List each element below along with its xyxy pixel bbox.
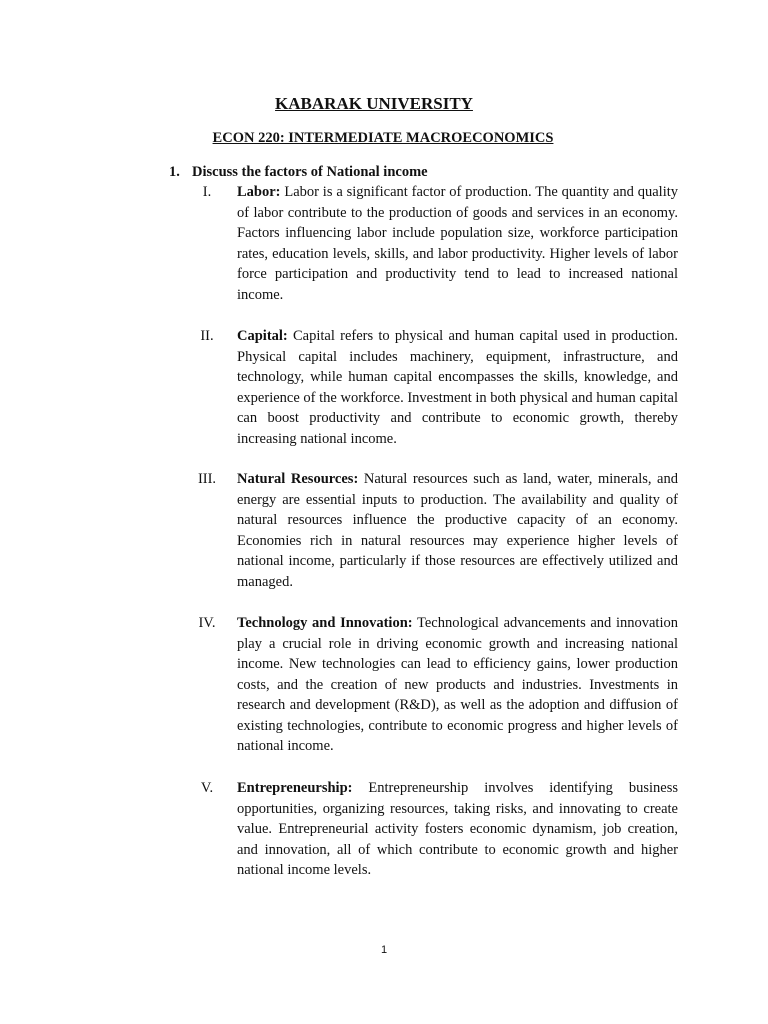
factor-body <box>237 778 678 881</box>
factor-description: Natural resources such as land, water, minerals, and energy are essential inputs to production. The availability and quality of natural resources influence the productive capacity of an economy. Economies rich in natural resources may experience higher levels of national income, particularly if those resources are effectively utilized and managed. <box>237 471 678 590</box>
university-title: KABARAK UNIVERSITY <box>275 94 473 113</box>
factor-body <box>237 326 678 449</box>
question-text: Discuss the factors of National income <box>192 164 428 180</box>
factor-description: Labor is a significant factor of production. The quantity and quality of labor contribute to the production of goods and services in an economy. Factors influencing labor include population size, workforce participation rates, education levels, skills, and labor productivity. Higher levels of labor force participation and productivity tend to lead to increased national income. <box>237 184 679 303</box>
factor-body <box>237 613 678 757</box>
factor-term: Technology and Innovation: <box>237 615 413 631</box>
factor-numeral: IV. <box>198 615 216 631</box>
factor-numeral: I. <box>202 184 212 200</box>
factor-term: Labor: <box>237 184 281 200</box>
factor-term: Natural Resources: <box>237 471 359 487</box>
factor-body <box>237 469 678 592</box>
question-number: 1. <box>169 164 180 180</box>
factor-description: Technological advancements and innovation play a crucial role in driving economic growth and increasing national income. New technologies can lead to efficiency gains, lower production costs, and the creation of new products and industries. Investments in research and development (R&D), as well as the adoption and diffusion of existing technologies, contribute to economic progress and higher levels of national income. <box>237 615 678 754</box>
factor-description: Capital refers to physical and human capital used in production. Physical capital includes machinery, equipment, infrastructure, and technology, while human capital encompasses the skills, knowledge, and experience of the workforce. Investment in both physical and human capital can boost productivity and contribute to economic growth, thereby increasing national income. <box>237 328 679 447</box>
factor-numeral: II. <box>200 328 214 344</box>
factor-description: Entrepreneurship involves identifying business opportunities, organizing resources, taking risks, and innovating to create value. Entrepreneurial activity fosters economic dynamism, job creation, and innovation, all of which contribute to economic growth and higher national income levels. <box>237 780 678 878</box>
factor-body <box>237 182 678 305</box>
factor-numeral: III. <box>197 471 217 487</box>
course-title: ECON 220: INTERMEDIATE MACROECONOMICS <box>212 130 554 146</box>
page-number: 1 <box>380 944 388 956</box>
factor-numeral: V. <box>200 780 214 796</box>
question-heading <box>169 162 428 182</box>
factor-term: Capital: <box>237 328 288 344</box>
factor-term: Entrepreneurship: <box>237 780 353 796</box>
